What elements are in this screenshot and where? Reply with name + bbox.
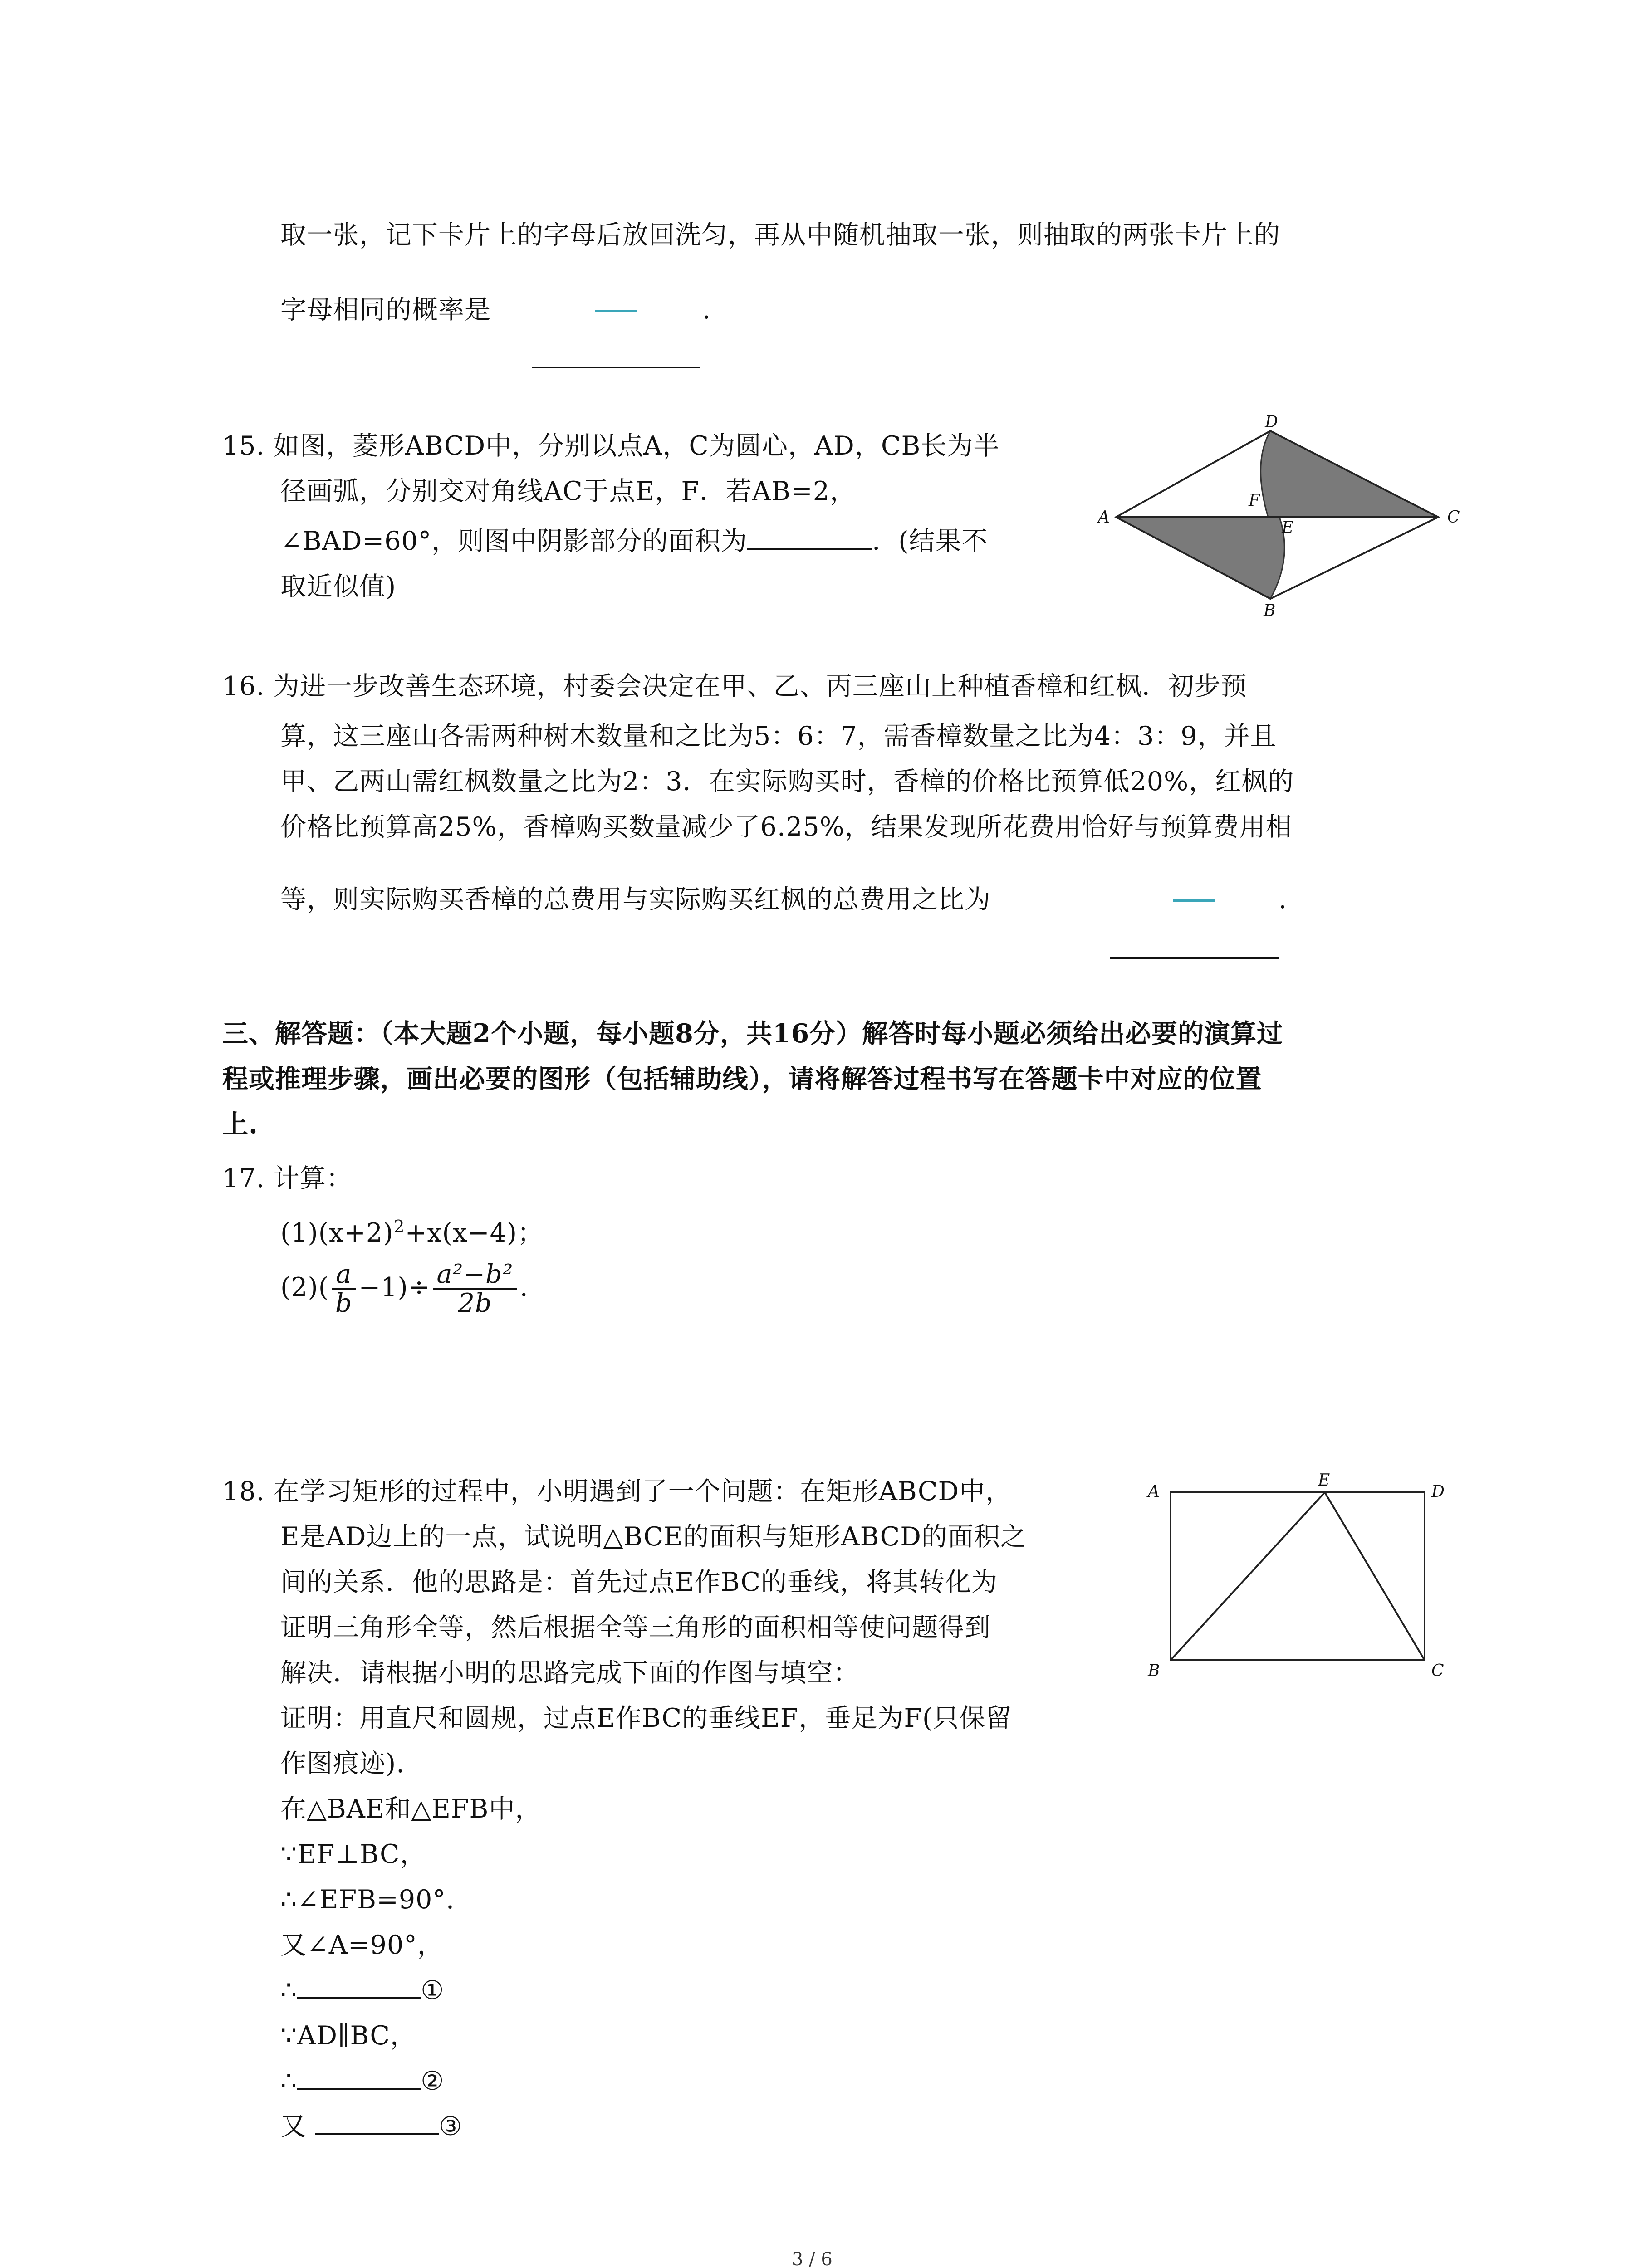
q16-line2: 算，这三座山各需两种树木数量和之比为5：6：7，需香樟数量之比为4：3：9，并且 bbox=[280, 721, 1277, 751]
q17-part1-exp: 2 bbox=[393, 1217, 405, 1237]
label-f: F bbox=[1249, 491, 1260, 510]
q18-line15 bbox=[280, 2114, 462, 2140]
q14-answer-mark bbox=[595, 310, 637, 312]
q17-part2-end: . bbox=[519, 1272, 529, 1302]
label-c: C bbox=[1447, 508, 1460, 527]
q18-line11: 又∠A=90°， bbox=[280, 1930, 444, 1960]
q15-line3b: ．(结果不 bbox=[872, 526, 988, 556]
q17-part2-prefix: (2)( bbox=[280, 1272, 329, 1302]
q15-answer-blank[interactable] bbox=[747, 530, 872, 550]
rectangle-abcd bbox=[1171, 1492, 1425, 1660]
q16-answer-mark bbox=[1173, 899, 1215, 902]
q18-blank-3[interactable] bbox=[315, 2115, 439, 2135]
q18-line12b: ① bbox=[421, 1975, 445, 2005]
q14-answer-blank[interactable] bbox=[532, 367, 700, 368]
q18-line3: 间的关系．他的思路是：首先过点E作BC的垂线，将其转化为 bbox=[280, 1567, 998, 1597]
q18-line12 bbox=[280, 1975, 445, 2005]
fraction-a-over-b bbox=[332, 1261, 356, 1317]
triangle-bce bbox=[1171, 1492, 1425, 1660]
label-e: E bbox=[1282, 518, 1294, 537]
q16-line5-end: . bbox=[1279, 885, 1288, 914]
frac2-den: 2b bbox=[458, 1288, 492, 1318]
label-d: D bbox=[1265, 413, 1278, 431]
q16-line3: 甲、乙两山需红枫数量之比为2：3．在实际购买时，香樟的价格比预算低20%，红枫的 bbox=[280, 767, 1294, 797]
page-number: 3 / 6 bbox=[792, 2249, 833, 2268]
q18-blank-2[interactable] bbox=[297, 2070, 421, 2090]
q18-line15a: 又 bbox=[280, 2112, 316, 2141]
frac1-den: b bbox=[335, 1288, 353, 1318]
q18-line1: 18. 在学习矩形的过程中，小明遇到了一个问题：在矩形ABCD中， bbox=[222, 1476, 1012, 1506]
q18-line13: ∵AD∥BC， bbox=[280, 2021, 417, 2051]
q16-line4: 价格比预算高25%，香樟购买数量减少了6.25%，结果发现所花费用恰好与预算费用相 bbox=[280, 812, 1292, 842]
q17-part2-mid: −1)÷ bbox=[358, 1272, 431, 1302]
section3-line3: 上. bbox=[222, 1109, 258, 1139]
q15-line2: 径画弧，分别交对角线AC于点E，F．若AB=2， bbox=[280, 476, 857, 506]
rectangle-figure bbox=[1134, 1465, 1452, 1692]
q18-line4: 证明三角形全等，然后根据全等三角形的面积相等使问题得到 bbox=[280, 1613, 991, 1642]
q17-part1 bbox=[280, 1218, 544, 1246]
fraction-diff-squares bbox=[433, 1261, 517, 1317]
label-a: A bbox=[1098, 508, 1110, 527]
q16-line1: 16. 为进一步改善生态环境，村委会决定在甲、乙、丙三座山上种植香樟和红枫．初步预 bbox=[222, 671, 1247, 701]
q18-line7: 作图痕迹). bbox=[280, 1749, 405, 1779]
q18-line8: 在△BAE和△EFB中， bbox=[280, 1794, 542, 1824]
q18-line14 bbox=[280, 2068, 444, 2094]
q16-answer-blank[interactable] bbox=[1110, 957, 1279, 959]
q15-line3 bbox=[280, 528, 988, 554]
q15-line1: 15. 如图，菱形ABCD中，分别以点A，C为圆心，AD，CB长为半 bbox=[222, 431, 1000, 461]
frac2-num: a²−b² bbox=[433, 1261, 517, 1290]
q16-line5: 等，则实际购买香樟的总费用与实际购买红枫的总费用之比为 bbox=[280, 885, 991, 914]
q18-line14a: ∴ bbox=[280, 2066, 298, 2096]
q17-title: 17. 计算： bbox=[222, 1163, 353, 1193]
frac1-num: a bbox=[332, 1261, 356, 1290]
q18-line9: ∵EF⊥BC， bbox=[280, 1839, 426, 1869]
q17-part1-rest: +x(x−4)； bbox=[405, 1218, 544, 1248]
q18-line14b: ② bbox=[421, 2066, 445, 2096]
label-d: D bbox=[1431, 1482, 1445, 1501]
rhombus-figure bbox=[1089, 413, 1474, 620]
q14-line2-end: . bbox=[702, 295, 711, 325]
label-b: B bbox=[1264, 601, 1276, 620]
q18-blank-1[interactable] bbox=[297, 1979, 421, 1999]
label-b: B bbox=[1148, 1662, 1160, 1680]
q18-line15b: ③ bbox=[439, 2112, 463, 2141]
shaded-region-lower bbox=[1116, 517, 1284, 599]
q14-line1: 取一张，记下卡片上的字母后放回洗匀，再从中随机抽取一张，则抽取的两张卡片上的 bbox=[280, 220, 1280, 250]
q14-line2-text: 字母相同的概率是 bbox=[280, 295, 491, 325]
q18-line12a: ∴ bbox=[280, 1975, 298, 2005]
q17-part2 bbox=[280, 1261, 529, 1317]
q17-part1-base: (1)(x+2) bbox=[280, 1218, 394, 1248]
q18-line10: ∴∠EFB=90°. bbox=[280, 1885, 455, 1915]
label-c: C bbox=[1431, 1662, 1444, 1680]
label-e: E bbox=[1318, 1471, 1330, 1490]
q14-line2 bbox=[280, 297, 491, 323]
q18-line5: 解决．请根据小明的思路完成下面的作图与填空： bbox=[280, 1658, 859, 1688]
q18-line2: E是AD边上的一点，试说明△BCE的面积与矩形ABCD的面积之 bbox=[280, 1522, 1027, 1552]
q18-line6: 证明：用直尺和圆规，过点E作BC的垂线EF，垂足为F(只保留 bbox=[280, 1703, 1012, 1733]
section3-line2: 程或推理步骤，画出必要的图形（包括辅助线），请将解答过程书写在答题卡中对应的位置 bbox=[222, 1064, 1262, 1094]
q15-line4: 取近似值) bbox=[280, 572, 397, 601]
label-a: A bbox=[1148, 1482, 1160, 1501]
section3-line1: 三、解答题：（本大题2个小题，每小题8分，共16分）解答时每小题必须给出必要的演算过 bbox=[222, 1018, 1283, 1049]
q15-line3a: ∠BAD=60°，则图中阴影部分的面积为 bbox=[280, 526, 748, 556]
